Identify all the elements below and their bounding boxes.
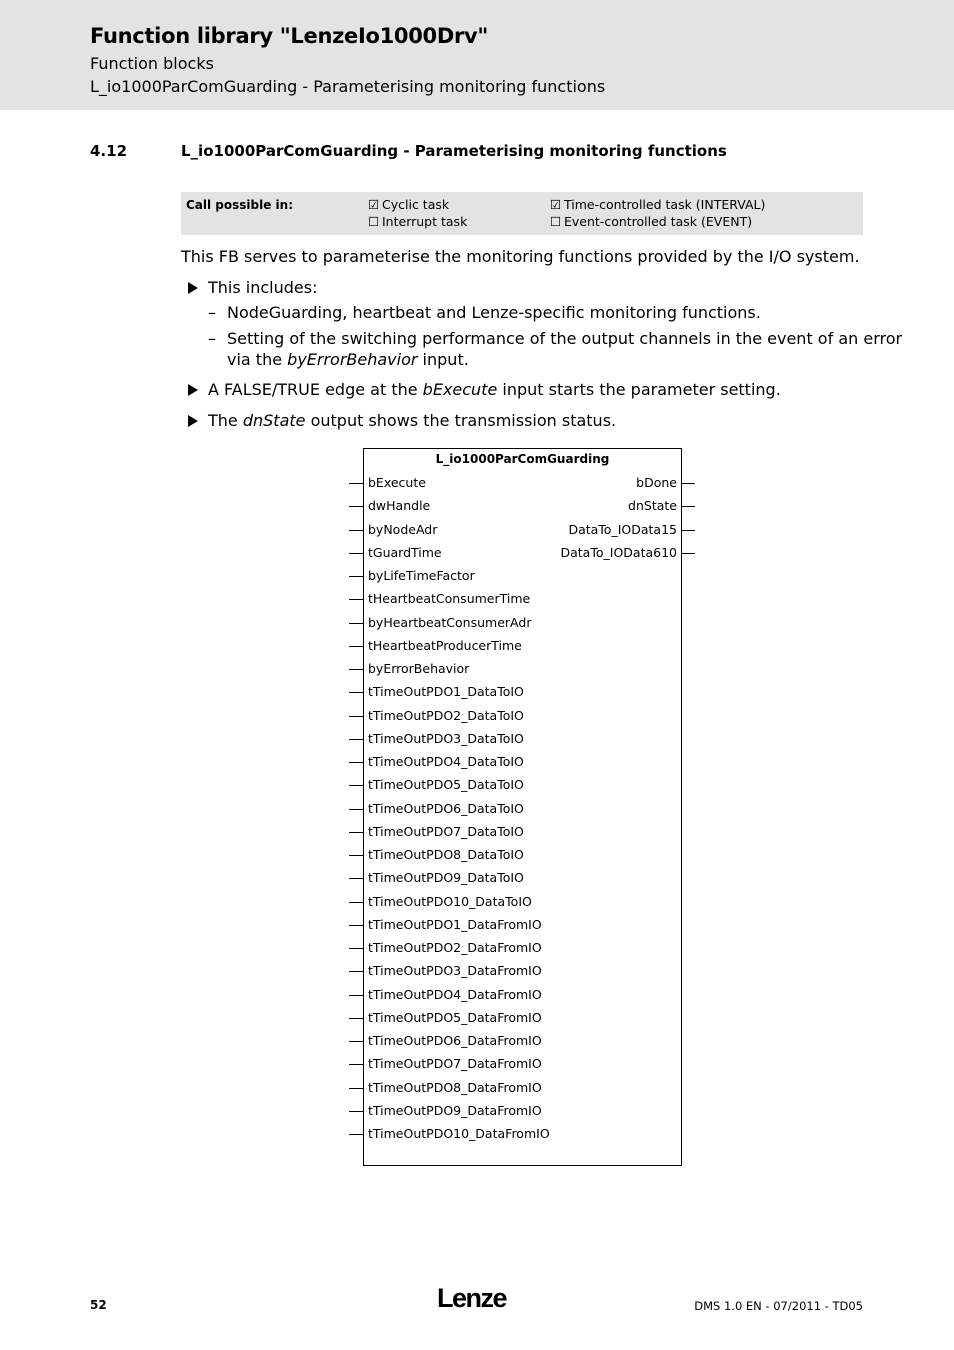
input-pin-label: tGuardTime xyxy=(368,544,442,560)
dash-text: NodeGuarding, heartbeat and Lenze-specific monitoring functions. xyxy=(227,303,761,322)
input-wire xyxy=(349,948,363,949)
triangle-bullet-icon xyxy=(188,384,198,396)
call-item-label: Event-controlled task (EVENT) xyxy=(564,214,753,229)
input-pin-label: tTimeOutPDO1_DataFromIO xyxy=(368,916,542,932)
input-pin-label: tTimeOutPDO9_DataFromIO xyxy=(368,1102,542,1118)
emphasis-input-name: byErrorBehavior xyxy=(287,350,418,369)
document-id: DMS 1.0 EN - 07/2011 - TD05 xyxy=(694,1299,863,1313)
call-item-interval xyxy=(550,197,765,212)
input-wire xyxy=(349,716,363,717)
input-pin-label: byHeartbeatConsumerAdr xyxy=(368,614,532,630)
output-wire xyxy=(681,483,695,484)
input-wire xyxy=(349,995,363,996)
output-pin-label: DataTo_IOData15 xyxy=(568,521,677,537)
text-run: via the xyxy=(227,350,288,369)
checkbox-unchecked-icon: ☐ xyxy=(368,214,380,229)
function-block-diagram xyxy=(363,448,682,1166)
bullet-includes xyxy=(188,278,317,297)
input-wire xyxy=(349,506,363,507)
input-wire xyxy=(349,1111,363,1112)
lenze-logo: Lenze xyxy=(437,1283,507,1313)
input-pin-label: byNodeAdr xyxy=(368,521,438,537)
input-wire xyxy=(349,1088,363,1089)
input-pin-label: tTimeOutPDO3_DataToIO xyxy=(368,730,524,746)
output-wire xyxy=(681,553,695,554)
text-run: input starts the parameter setting. xyxy=(497,380,781,399)
input-pin-label: byLifeTimeFactor xyxy=(368,568,475,583)
call-possible-label: Call possible in: xyxy=(186,198,294,212)
call-possible-box xyxy=(181,192,863,235)
input-wire xyxy=(349,576,363,577)
input-wire xyxy=(349,762,363,763)
call-item-event xyxy=(550,214,752,229)
input-pin-label: tTimeOutPDO3_DataFromIO xyxy=(368,963,542,979)
input-pin-label: tHeartbeatConsumerTime xyxy=(368,591,531,607)
input-pin-label: tTimeOutPDO6_DataFromIO xyxy=(368,1033,542,1048)
input-pin-label: tTimeOutPDO5_DataFromIO xyxy=(368,1009,542,1025)
section-running-title: L_io1000ParComGuarding - Parameterising monitoring functions xyxy=(90,77,606,96)
input-pin-label: tTimeOutPDO7_DataToIO xyxy=(368,823,524,839)
input-wire xyxy=(349,483,363,484)
input-pin-label: tTimeOutPDO6_DataToIO xyxy=(368,800,524,816)
text-run: A FALSE/TRUE edge at the xyxy=(208,380,423,399)
header-band xyxy=(0,0,954,110)
input-pin-label: tTimeOutPDO4_DataFromIO xyxy=(368,986,542,1002)
section-heading: L_io1000ParComGuarding - Parameterising monitoring functions xyxy=(181,142,727,160)
triangle-bullet-icon xyxy=(188,282,198,294)
output-pin-label: bDone xyxy=(636,475,677,490)
chapter-title: Function blocks xyxy=(90,54,214,73)
call-item-label: Cyclic task xyxy=(382,197,450,212)
output-pin-label: DataTo_IOData610 xyxy=(560,544,677,560)
input-wire xyxy=(349,669,363,670)
page-number: 52 xyxy=(90,1298,107,1312)
input-pin-label: tTimeOutPDO10_DataFromIO xyxy=(368,1126,550,1141)
emphasis-input-name: bExecute xyxy=(422,380,498,399)
input-pin-label: dwHandle xyxy=(368,498,431,514)
dash-symbol: – xyxy=(208,303,216,322)
input-pin-label: tHeartbeatProducerTime xyxy=(368,637,522,653)
input-pin-label: tTimeOutPDO1_DataToIO xyxy=(368,684,524,700)
input-pin-label: tTimeOutPDO2_DataFromIO xyxy=(368,940,542,955)
input-wire xyxy=(349,599,363,600)
section-number: 4.12 xyxy=(90,142,128,160)
checkbox-unchecked-icon: ☐ xyxy=(550,214,562,229)
text-run: output shows the transmission status. xyxy=(305,411,617,430)
input-pin-label: tTimeOutPDO10_DataToIO xyxy=(368,893,532,909)
input-wire xyxy=(349,692,363,693)
intro-paragraph: This FB serves to parameterise the monitoring functions provided by the I/O system. xyxy=(181,247,860,266)
bullet-bexecute xyxy=(188,380,781,399)
input-pin-label: bExecute xyxy=(368,475,426,490)
dash-item-switching-cont xyxy=(227,350,469,369)
input-wire xyxy=(349,878,363,879)
input-wire xyxy=(349,809,363,810)
input-wire xyxy=(349,553,363,554)
input-wire xyxy=(349,785,363,786)
input-pin-label: tTimeOutPDO9_DataToIO xyxy=(368,870,524,886)
input-wire xyxy=(349,925,363,926)
function-block-name: L_io1000ParComGuarding xyxy=(435,452,610,466)
input-wire xyxy=(349,1041,363,1042)
bullet-text: This includes: xyxy=(208,278,318,297)
dash-item-monitoring xyxy=(208,303,761,322)
input-wire xyxy=(349,530,363,531)
call-item-label: Time-controlled task (INTERVAL) xyxy=(564,197,766,212)
input-wire xyxy=(349,646,363,647)
text-run: input. xyxy=(417,350,469,369)
output-pin-label: dnState xyxy=(628,498,677,514)
input-wire xyxy=(349,971,363,972)
bullet-dnstate xyxy=(188,411,616,430)
checkbox-checked-icon: ☑ xyxy=(368,197,380,212)
emphasis-output-name: dnState xyxy=(242,411,306,430)
input-pin-label: tTimeOutPDO4_DataToIO xyxy=(368,754,524,769)
dash-item-switching xyxy=(208,329,902,348)
dash-text: Setting of the switching performance of the output channels in the event of an error xyxy=(227,329,903,348)
document-title: Function library "LenzeIo1000Drv" xyxy=(90,24,489,48)
call-item-interrupt xyxy=(368,214,467,229)
input-pin-label: tTimeOutPDO5_DataToIO xyxy=(368,777,524,793)
output-wire xyxy=(681,530,695,531)
input-wire xyxy=(349,855,363,856)
input-pin-label: byErrorBehavior xyxy=(368,661,470,676)
input-wire xyxy=(349,902,363,903)
input-pin-label: tTimeOutPDO2_DataToIO xyxy=(368,707,524,723)
output-wire xyxy=(681,506,695,507)
input-wire xyxy=(349,739,363,740)
call-item-cyclic xyxy=(368,197,449,212)
call-item-label: Interrupt task xyxy=(382,214,468,229)
triangle-bullet-icon xyxy=(188,415,198,427)
input-pin-label: tTimeOutPDO8_DataFromIO xyxy=(368,1079,542,1095)
input-wire xyxy=(349,832,363,833)
input-pin-label: tTimeOutPDO7_DataFromIO xyxy=(368,1056,542,1072)
input-wire xyxy=(349,623,363,624)
text-run: The xyxy=(208,411,243,430)
input-wire xyxy=(349,1018,363,1019)
input-wire xyxy=(349,1134,363,1135)
checkbox-checked-icon: ☑ xyxy=(550,197,562,212)
input-wire xyxy=(349,1064,363,1065)
input-pin-label: tTimeOutPDO8_DataToIO xyxy=(368,847,524,862)
dash-symbol: – xyxy=(208,329,216,348)
